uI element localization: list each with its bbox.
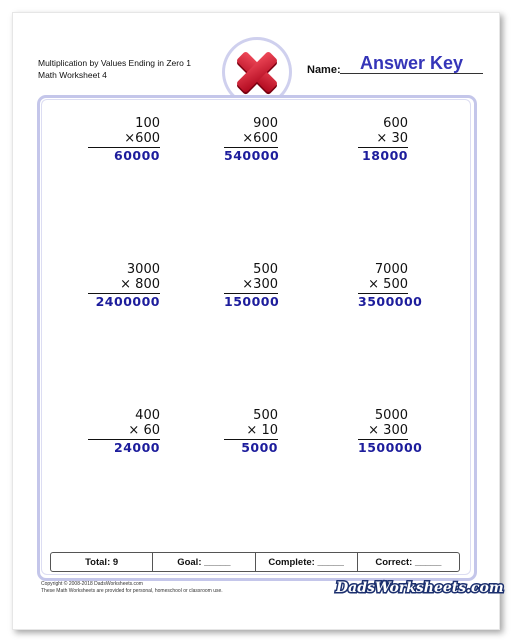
- product-answer: 3500000: [358, 294, 423, 309]
- score-bar: [50, 552, 460, 572]
- multiplicand: 5000: [374, 408, 408, 423]
- total-cell: Total: 9: [51, 553, 153, 571]
- product-answer: 60000: [114, 148, 160, 163]
- problems-frame-inner: [41, 99, 471, 575]
- logo-text: DadsWorksheets.com: [336, 580, 504, 596]
- multiplier: × 30: [376, 131, 408, 146]
- problem-8: [224, 408, 278, 456]
- multiplier: × 10: [246, 423, 278, 438]
- problem-7: [88, 408, 160, 456]
- product-answer: 18000: [362, 148, 408, 163]
- problem-1: [88, 116, 160, 164]
- multiplier: ×600: [124, 131, 160, 146]
- problem-4: [88, 262, 160, 310]
- multiplier: ×300: [242, 277, 278, 292]
- product-answer: 24000: [114, 440, 160, 455]
- multiplier: × 60: [128, 423, 160, 438]
- problem-3: [358, 116, 408, 164]
- problem-5: [224, 262, 278, 310]
- correct-cell: Correct: _____: [375, 556, 442, 568]
- multiplicand: 100: [135, 116, 160, 131]
- name-label: Name:: [307, 64, 341, 76]
- complete-cell: Complete: _____: [256, 553, 358, 571]
- worksheet-title: Multiplication by Values Ending in Zero 1: [38, 58, 191, 68]
- product-answer: 540000: [224, 148, 280, 163]
- multiplier: × 500: [368, 277, 408, 292]
- multiplicand: 400: [135, 408, 160, 423]
- product-answer: 1500000: [358, 440, 423, 455]
- problem-9: [358, 408, 423, 456]
- problem-6: [358, 262, 423, 310]
- multiplicand: 3000: [126, 262, 160, 277]
- multiplicand: 500: [253, 408, 278, 423]
- multiplicand: 7000: [374, 262, 408, 277]
- problem-2: [224, 116, 278, 164]
- answer-key-text: Answer Key: [359, 53, 464, 73]
- multiplier: ×600: [242, 131, 278, 146]
- multiplicand: 900: [253, 116, 278, 131]
- multiplier: × 800: [120, 277, 160, 292]
- product-answer: 5000: [241, 440, 278, 455]
- multiplicand: 500: [253, 262, 278, 277]
- usage-line: These Math Worksheets are provided for personal, homeschool or classroom use.: [41, 587, 223, 594]
- product-answer: 150000: [224, 294, 280, 309]
- goal-cell: Goal: _____: [153, 553, 255, 571]
- worksheet-subtitle: Math Worksheet 4: [38, 70, 107, 80]
- copyright-notice: [41, 581, 223, 594]
- site-logo: [334, 576, 504, 598]
- product-answer: 2400000: [95, 294, 160, 309]
- copyright-line: Copyright © 2008-2018 DadsWorksheets.com: [41, 581, 143, 587]
- multiplier: × 300: [368, 423, 408, 438]
- multiplicand: 600: [383, 116, 408, 131]
